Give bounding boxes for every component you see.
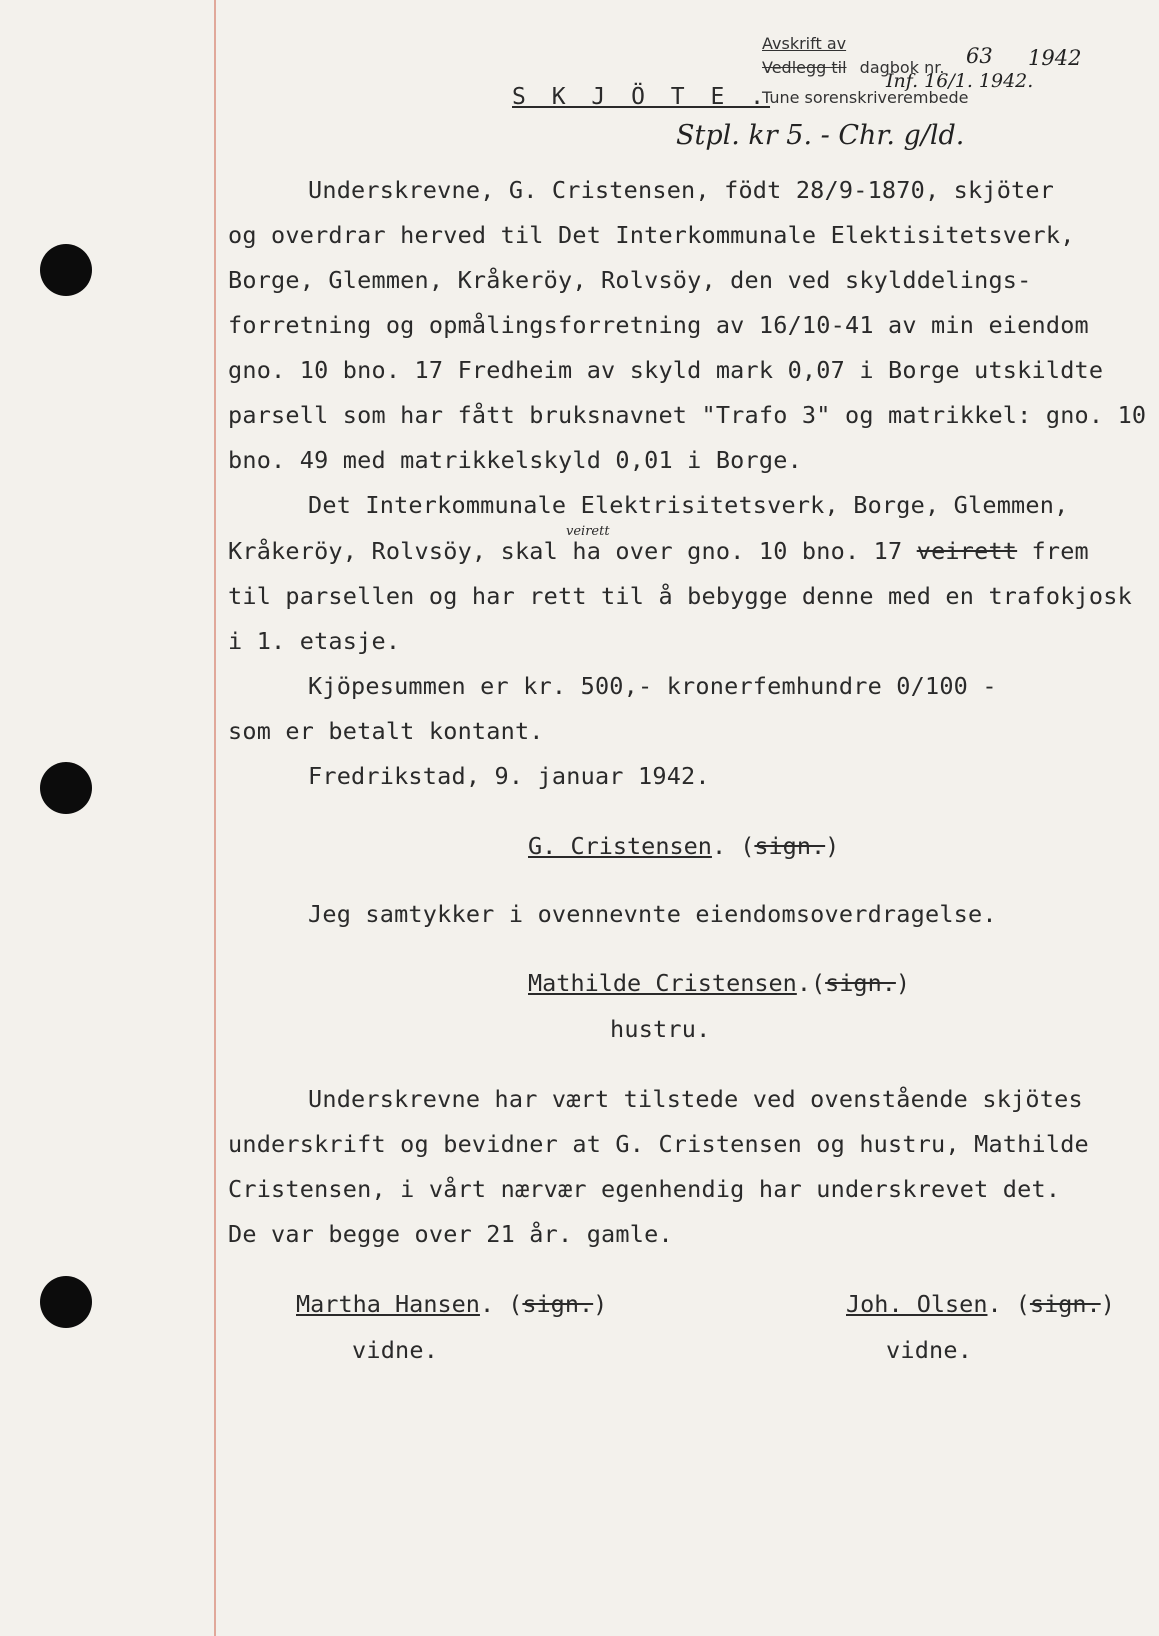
body-line-9 [228, 537, 1089, 565]
witness-2-name: Joh. Olsen [846, 1290, 988, 1318]
witness-2-signature [846, 1290, 1115, 1318]
witness-line-4: De var begge over 21 år. gamle. [228, 1220, 673, 1248]
signature-seller-name: G. Cristensen [528, 832, 712, 860]
signature-wife-sep: .( [796, 969, 826, 997]
witness-1-end: ) [593, 1290, 608, 1318]
body-line-9-struck: veirett [916, 537, 1018, 565]
punch-hole-top [40, 244, 92, 296]
signature-wife [528, 969, 910, 997]
body-line-3: Borge, Glemmen, Kråkeröy, Rolvsöy, den ved skylddelings- [228, 266, 1032, 294]
body-line-8: Det Interkommunale Elektrisitetsverk, Borge, Glemmen, [308, 491, 1069, 519]
witness-1-signature [296, 1290, 607, 1318]
body-line-6: parsell som har fått bruksnavnet "Trafo 3" og matrikkel: gno. 10 [228, 401, 1147, 429]
signature-wife-end: ) [895, 969, 911, 997]
stamp-vedlegg: Vedlegg til [762, 58, 847, 77]
witness-line-1: Underskrevne har vært tilstede ved ovenstående skjötes [308, 1085, 1083, 1113]
stamp-hand-number: 63 [966, 44, 993, 68]
body-line-11: i 1. etasje. [228, 627, 401, 655]
signature-seller-end: ) [825, 832, 840, 860]
body-line-10: til parsellen og har rett til å bebygge denne med en trafokjosk [228, 582, 1132, 610]
witness-1-role: vidne. [352, 1336, 439, 1364]
signature-seller-sign: sign. [754, 832, 826, 860]
signature-wife-name: Mathilde Cristensen [528, 969, 797, 997]
witness-1-sep: . ( [479, 1290, 523, 1318]
body-line-9-c: frem [1017, 537, 1089, 565]
body-line-5: gno. 10 bno. 17 Fredheim av skyld mark 0,07 i Borge utskildte [228, 356, 1104, 384]
signature-wife-role: hustru. [610, 1015, 711, 1043]
margin-line [214, 0, 216, 1636]
signature-wife-sign: sign. [825, 969, 896, 997]
witness-2-sign: sign. [1029, 1290, 1101, 1318]
body-line-12: Kjöpesummen er kr. 500,- kronerfemhundre 0/100 - [308, 672, 997, 700]
punch-hole-middle [40, 762, 92, 814]
stamp-line-3: Tune sorenskriverembede [762, 88, 969, 107]
signature-seller-sep: . ( [711, 832, 755, 860]
witness-2-role: vidne. [886, 1336, 973, 1364]
stamp-hand-year: 1942 [1028, 46, 1082, 70]
witness-1-name: Martha Hansen [296, 1290, 480, 1318]
handwritten-note: Stpl. kr 5. - Chr. g/ld. [676, 120, 965, 151]
body-line-13: som er betalt kontant. [228, 717, 544, 745]
body-line-1: Underskrevne, G. Cristensen, födt 28/9-1870, skjöter [308, 176, 1055, 204]
stamp-line-1: Avskrift av [762, 34, 847, 53]
body-line-2: og overdrar herved til Det Interkommunale Elektisitetsverk, [228, 221, 1075, 249]
body-line-9-a: Kråkeröy, Rolvsöy, skal ha over gno. 10 bno. 17 [228, 537, 917, 565]
witness-line-3: Cristensen, i vårt nærvær egenhendig har underskrevet det. [228, 1175, 1061, 1203]
body-line-7: bno. 49 med matrikkelskyld 0,01 i Borge. [228, 446, 802, 474]
body-line-14: Fredrikstad, 9. januar 1942. [308, 762, 710, 790]
stamp-hand-date: Inf. 16/1. 1942. [886, 70, 1034, 92]
witness-line-2: underskrift og bevidner at G. Cristensen og hustru, Mathilde [228, 1130, 1089, 1158]
witness-2-end: ) [1100, 1290, 1115, 1318]
document-title: S K J Ö T E . [512, 84, 771, 110]
stamp-dagbok: dagbok nr. [859, 58, 945, 77]
signature-seller [528, 832, 839, 860]
inserted-word: veirett [566, 524, 610, 539]
witness-1-sign: sign. [522, 1290, 594, 1318]
witness-2-sep: . ( [987, 1290, 1030, 1318]
body-line-4: forretning og opmålingsforretning av 16/10-41 av min eiendom [228, 311, 1089, 339]
consent-line: Jeg samtykker i ovennevnte eiendomsoverdragelse. [308, 900, 997, 928]
punch-hole-bottom [40, 1276, 92, 1328]
